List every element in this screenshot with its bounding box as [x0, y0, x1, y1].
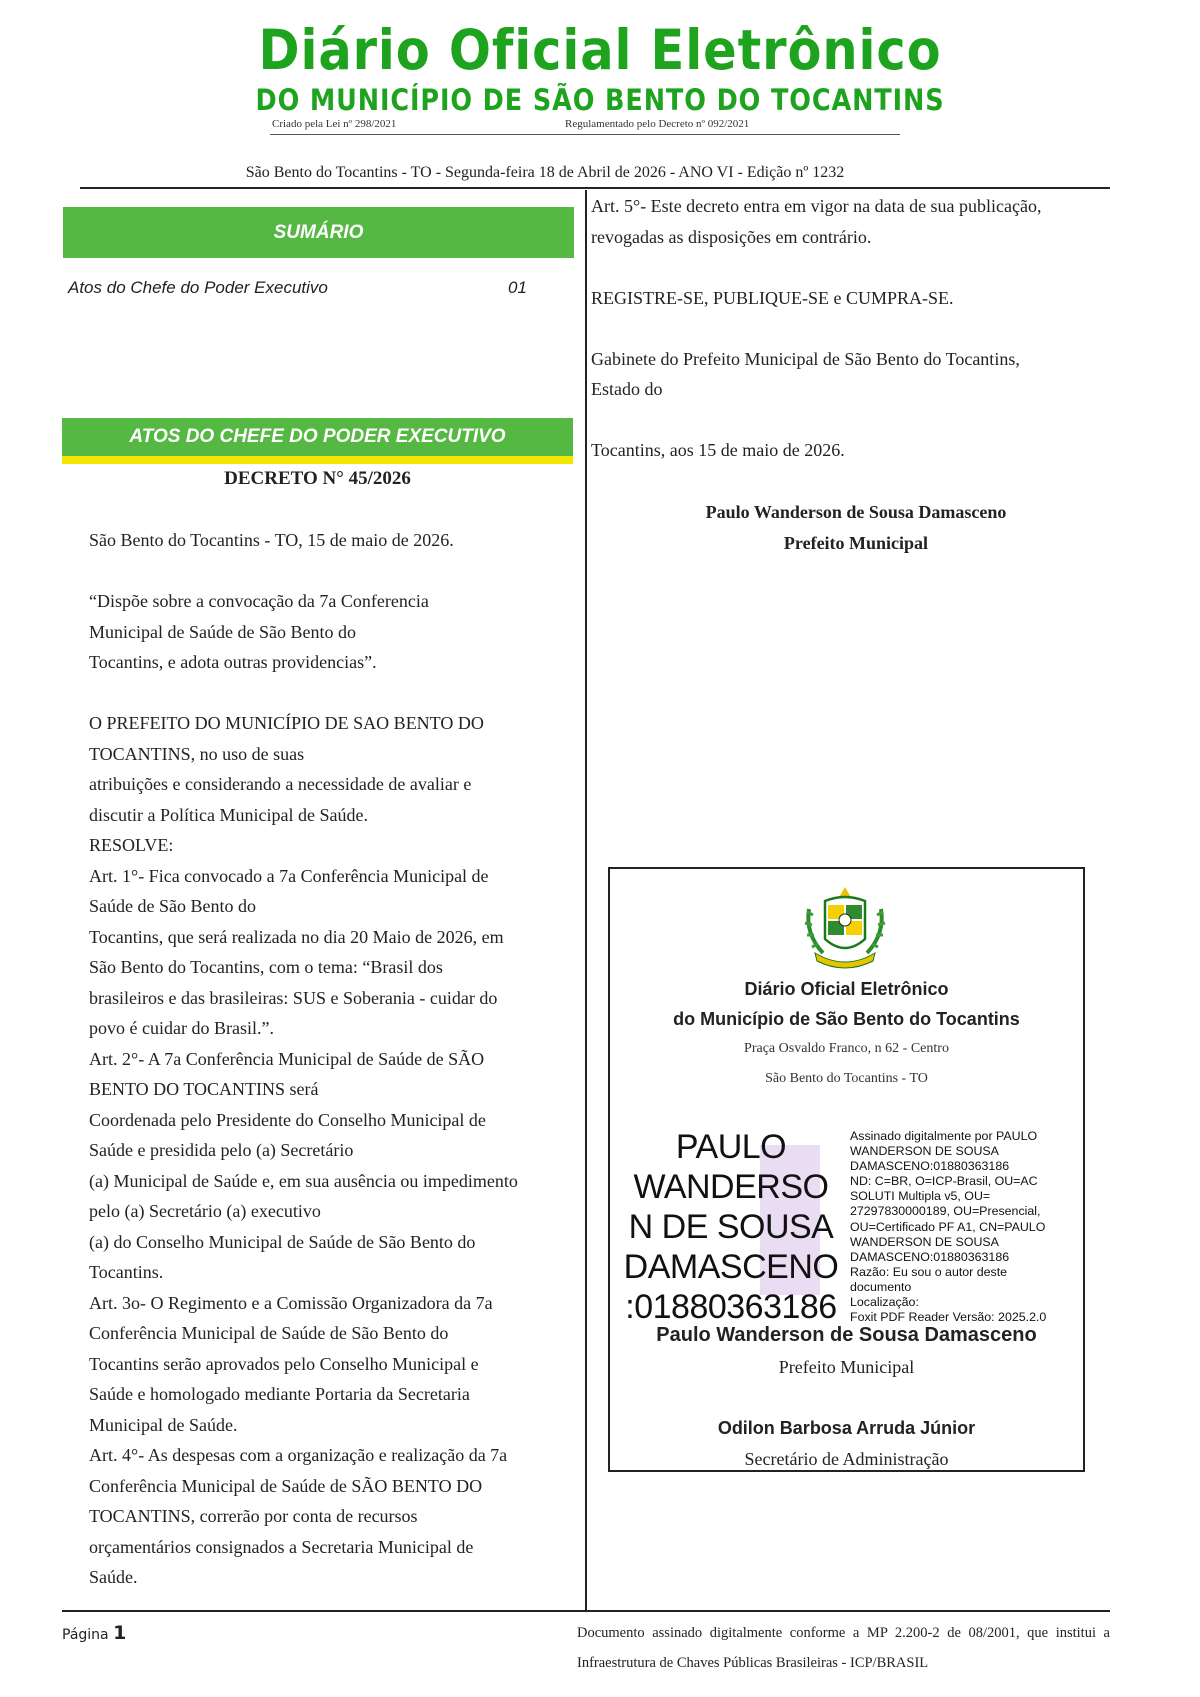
decree-text-line: Coordenada pelo Presidente do Conselho Municipal de — [89, 1109, 486, 1130]
decree-text-line: Art. 4°- As despesas com a organização e realização da 7a — [89, 1445, 508, 1465]
decree-text-line: Gabinete do Prefeito Municipal de São Bento do Tocantins, — [591, 348, 1020, 369]
law-note: Criado pela Lei nº 298/2021 — [272, 118, 397, 130]
decree-title: DECRETO N° 45/2026 — [224, 468, 411, 489]
stamp-detail-line: WANDERSON DE SOUSA — [850, 1144, 999, 1159]
decree-text-line — [89, 556, 579, 587]
decree-text-line: Municipal de Saúde. — [89, 1414, 238, 1435]
masthead-divider — [270, 134, 900, 135]
mayor-role: Prefeito Municipal — [783, 532, 929, 553]
decree-text-line: Municipal de Saúde de São Bento do — [89, 621, 356, 642]
digital-signature-name[interactable] — [616, 1127, 846, 1327]
stamp-detail-line: 27297830000189, OU=Presencial, — [850, 1204, 1041, 1219]
signer-name: Paulo Wanderson de Sousa Damasceno — [656, 1324, 1037, 1346]
masthead-subtitle: DO MUNICÍPIO DE SÃO BENTO DO TOCANTINS — [255, 83, 945, 117]
decree-text-line: discutir a Política Municipal de Saúde. — [89, 804, 368, 825]
section-heading: ATOS DO CHEFE DO PODER EXECUTIVO — [62, 418, 573, 456]
decree-text-line: Conferência Municipal de Saúde de SÃO BENTO DO — [89, 1475, 483, 1496]
decree-text-line — [591, 252, 1111, 283]
stamp-detail-line: Foxit PDF Reader Versão: 2025.2.0 — [850, 1310, 1047, 1325]
decree-text-line: Art. 5°- Este decreto entra em vigor na data de sua publicação, — [591, 196, 1042, 216]
stamp-detail-line: documento — [850, 1279, 912, 1294]
sumario-heading: SUMÁRIO — [63, 207, 574, 258]
decree-text-line: Art. 1°- Fica convocado a 7a Conferência Municipal de — [89, 865, 489, 886]
decree-text-line: “Dispõe sobre a convocação da 7a Conferencia — [89, 591, 429, 611]
page-number: 1 — [113, 1622, 127, 1644]
footer-note: Documento assinado digitalmente conforme a MP 2.200-2 de 08/2001, que institui a Infraestrutura de Chaves Públicas Brasileiras - ICP/BRASIL — [577, 1625, 1110, 1671]
decree-text-line: O PREFEITO DO MUNICÍPIO DE SAO BENTO DO — [89, 713, 484, 733]
left-column-text — [89, 525, 579, 1593]
decree-text-line: São Bento do Tocantins, com o tema: “Brasil dos — [89, 957, 443, 977]
decree-text-line: Saúde e homologado mediante Portaria da Secretaria — [89, 1384, 470, 1404]
decree-text-line — [591, 405, 1111, 436]
box-title-line2: do Município de São Bento do Tocantins — [673, 1009, 1020, 1029]
box-address-line1: Praça Osvaldo Franco, n 62 - Centro — [744, 1041, 949, 1056]
page-indicator — [62, 1622, 126, 1644]
decree-text-line: BENTO DO TOCANTINS será — [89, 1079, 319, 1099]
decree-text-line: Saúde e presidida pelo (a) Secretário — [89, 1140, 354, 1160]
decree-text-line — [89, 678, 579, 709]
top-divider — [80, 187, 1110, 189]
digital-signature-details — [850, 1129, 1080, 1325]
stamp-name-line: :01880363186 — [625, 1288, 837, 1326]
stamp-name-line: N DE SOUSA — [628, 1208, 834, 1246]
decree-text-line: RESOLVE: — [89, 835, 174, 855]
municipal-crest-icon — [795, 879, 895, 974]
stamp-detail-line: Razão: Eu sou o autor deste — [850, 1264, 1008, 1279]
box-address-line2: São Bento do Tocantins - TO — [765, 1071, 928, 1086]
mayor-signature — [591, 497, 1121, 558]
decree-text-line: TOCANTINS, no uso de suas — [89, 743, 305, 764]
decree-text-line: Tocantins, e adota outras providencias”. — [89, 652, 377, 672]
decree-text-line: (a) do Conselho Municipal de Saúde de São Bento do — [89, 1231, 476, 1252]
stamp-detail-line: DAMASCENO:01880363186 — [850, 1249, 1010, 1264]
decree-text-line: Conferência Municipal de Saúde de São Bento do — [89, 1323, 449, 1343]
stamp-name-line: WANDERSO — [633, 1168, 829, 1206]
bottom-divider — [62, 1610, 1110, 1612]
decree-text-line: brasileiros e das brasileiras: SUS e Soberania - cuidar do — [89, 987, 498, 1008]
decree-text-line: revogadas as disposições em contrário. — [591, 226, 872, 247]
sumario-item-label[interactable]: Atos do Chefe do Poder Executivo — [68, 278, 328, 297]
decree-text-line: Estado do — [591, 379, 663, 399]
decree-text-line: povo é cuidar do Brasil.”. — [89, 1018, 274, 1038]
decree-text-line: Tocantins, que será realizada no dia 20 Maio de 2026, em — [89, 926, 504, 947]
decree-text-line: pelo (a) Secretário (a) executivo — [89, 1201, 321, 1221]
decree-note: Regulamentado pelo Decreto nº 092/2021 — [565, 118, 750, 130]
section-underline — [62, 456, 573, 464]
decree-text-line: Art. 3o- O Regimento e a Comissão Organizadora da 7a — [89, 1292, 493, 1313]
signer-role: Prefeito Municipal — [778, 1357, 915, 1377]
stamp-detail-line: SOLUTI Multipla v5, OU= — [850, 1189, 991, 1204]
stamp-name-line: PAULO — [675, 1128, 787, 1166]
decree-text-line: Tocantins serão aprovados pelo Conselho Municipal e — [89, 1353, 479, 1374]
secretary-name: Odilon Barbosa Arruda Júnior — [717, 1418, 976, 1438]
masthead-title: Diário Oficial Eletrônico — [258, 18, 942, 82]
stamp-detail-line: Assinado digitalmente por PAULO — [850, 1129, 1038, 1143]
page-label: Página — [62, 1627, 109, 1643]
column-divider — [585, 190, 587, 1610]
stamp-name-line: DAMASCENO — [623, 1248, 839, 1286]
decree-text-line: TOCANTINS, correrão por conta de recursos — [89, 1506, 418, 1526]
dateline: São Bento do Tocantins - TO - Segunda-feira 18 de Abril de 2026 - ANO VI - Edição nº 1232 — [245, 164, 845, 181]
stamp-detail-line: Localização: — [850, 1295, 919, 1310]
sumario-item-page: 01 — [508, 278, 527, 297]
decree-text-line: Art. 2°- A 7a Conferência Municipal de Saúde de SÃO — [89, 1048, 485, 1069]
secretary-role: Secretário de Administração — [744, 1449, 949, 1469]
decree-text-line: orçamentários consignados a Secretaria Municipal de — [89, 1536, 474, 1557]
decree-text-line: Saúde. — [89, 1567, 138, 1587]
box-title-line1: Diário Oficial Eletrônico — [744, 979, 949, 999]
stamp-detail-line: OU=Certificado PF A1, CN=PAULO — [850, 1219, 1046, 1234]
stamp-detail-line: ND: C=BR, O=ICP-Brasil, OU=AC — [850, 1174, 1038, 1189]
stamp-detail-line: WANDERSON DE SOUSA — [850, 1234, 999, 1249]
signature-box — [608, 867, 1085, 1472]
stamp-detail-line: DAMASCENO:01880363186 — [850, 1159, 1010, 1174]
decree-text-line: Saúde de São Bento do — [89, 896, 256, 916]
decree-text-line: Tocantins, aos 15 de maio de 2026. — [591, 440, 845, 460]
decree-text-line — [591, 313, 1111, 344]
decree-text-line: REGISTRE-SE, PUBLIQUE-SE e CUMPRA-SE. — [591, 287, 954, 308]
right-column-text — [591, 191, 1111, 466]
decree-text-line: Tocantins. — [89, 1262, 164, 1282]
mayor-name: Paulo Wanderson de Sousa Damasceno — [705, 502, 1007, 522]
decree-text-line: São Bento do Tocantins - TO, 15 de maio de 2026. — [89, 530, 454, 550]
decree-text-line: (a) Municipal de Saúde e, em sua ausência ou impedimento — [89, 1170, 518, 1191]
decree-text-line: atribuições e considerando a necessidade de avaliar e — [89, 774, 472, 794]
